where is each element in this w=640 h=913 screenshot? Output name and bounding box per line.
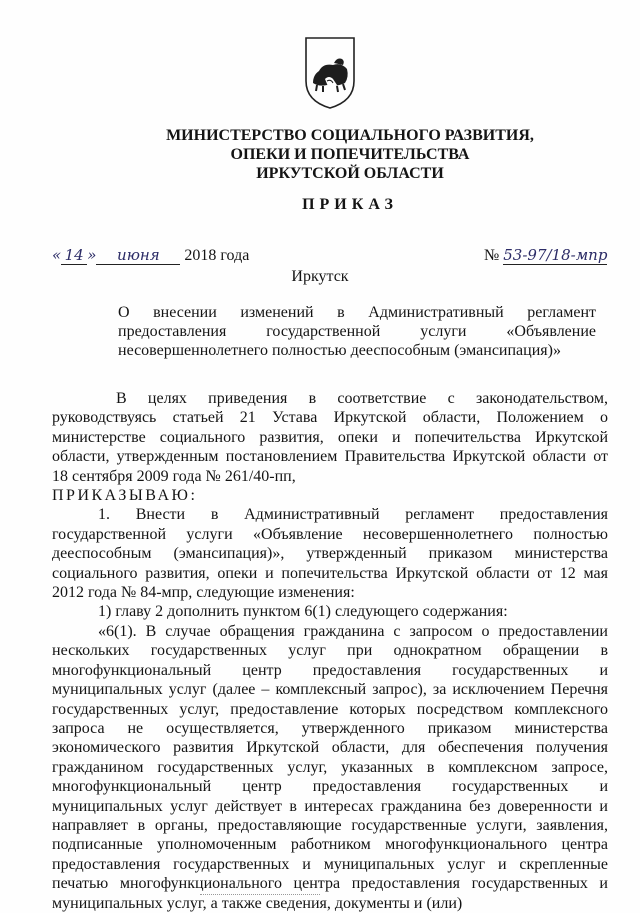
order-subject (118, 303, 596, 360)
date-day: 14 (61, 246, 87, 265)
subject-line: предоставления государственной услуги «Объявление (118, 323, 596, 340)
subject-line: несовершеннолетнего полностью дееспособным (эмансипация)» (118, 342, 561, 359)
item-paragraph: 1. Внести в Административный регламент предоставления государственной услуги «Объявление несовершеннолетнего полностью дееспособным (эмансипация)», утвержденный приказом министерства социального развития, опеки и попечительства Иркутской области от 12 мая 2012 года № 84-мпр, следующие изменения: (52, 506, 608, 602)
quote-paragraph: «6(1). В случае обращения гражданина с запросом о предоставлении нескольких государственных услуг при однократном обращении в многофункциональный центр предоставления государственных и муниципальных услуг (далее – комплексный запрос), за исключением Перечня государственных услуг, предоставление которых посредством комплексного запроса не осуществляется, утвержденного приказом министерства экономического развития Иркутской области, для обеспечения получения гражданином государственных услуг, указанных в комплексном запросе, многофункциональный центр предоставления государственных и муниципальных услуг действует в интересах гражданина без доверенности и направляет в органы, предоставляющие государственные услуги, заявления, подписанные уполномоченным работником многофункционального центра предоставления государственных и муниципальных услуг и скрепленные печатью многофункционального центра предоставления государственных и муниципальных услуг, а также сведения, документы и (или) (52, 622, 608, 912)
preamble-paragraph: В целях приведения в соответствие с законодательством, руководствуясь статьей 21 Устава Иркутской области, Положением о министерстве социального развития, опеки и попечительства Иркутской области, утвержденным постановлением Правительства Иркутской области от 18 сентября 2009 года № 261/40-пп, (52, 390, 608, 485)
order-body (52, 389, 608, 913)
ministry-line: МИНИСТЕРСТВО СОЦИАЛЬНОГО РАЗВИТИЯ, (166, 127, 534, 144)
coat-of-arms-icon (303, 35, 357, 111)
date-year: 2018 года (184, 247, 250, 264)
date-month: июня (96, 246, 180, 265)
page-bottom-mark (200, 894, 320, 896)
subitem-paragraph: 1) главу 2 дополнить пунктом 6(1) следующего содержания: (98, 603, 508, 621)
ministry-line: ИРКУТСКОЙ ОБЛАСТИ (256, 165, 444, 182)
ministry-line: ОПЕКИ И ПОПЕЧИТЕЛЬСТВА (230, 146, 470, 163)
subject-line: О внесении изменений в Административный регламент (118, 304, 596, 321)
order-date (52, 246, 249, 265)
order-word: ПРИКАЗЫВАЮ: (52, 487, 198, 505)
date-close-quote: » (87, 246, 97, 264)
date-open-quote: « (52, 246, 62, 264)
ministry-name (0, 126, 640, 183)
number-prefix: № (484, 247, 500, 264)
number-value: 53-97/18-мпр (503, 246, 608, 264)
order-number (484, 246, 607, 265)
city: Иркутск (291, 268, 349, 285)
order-title: ПРИКАЗ (302, 196, 398, 213)
